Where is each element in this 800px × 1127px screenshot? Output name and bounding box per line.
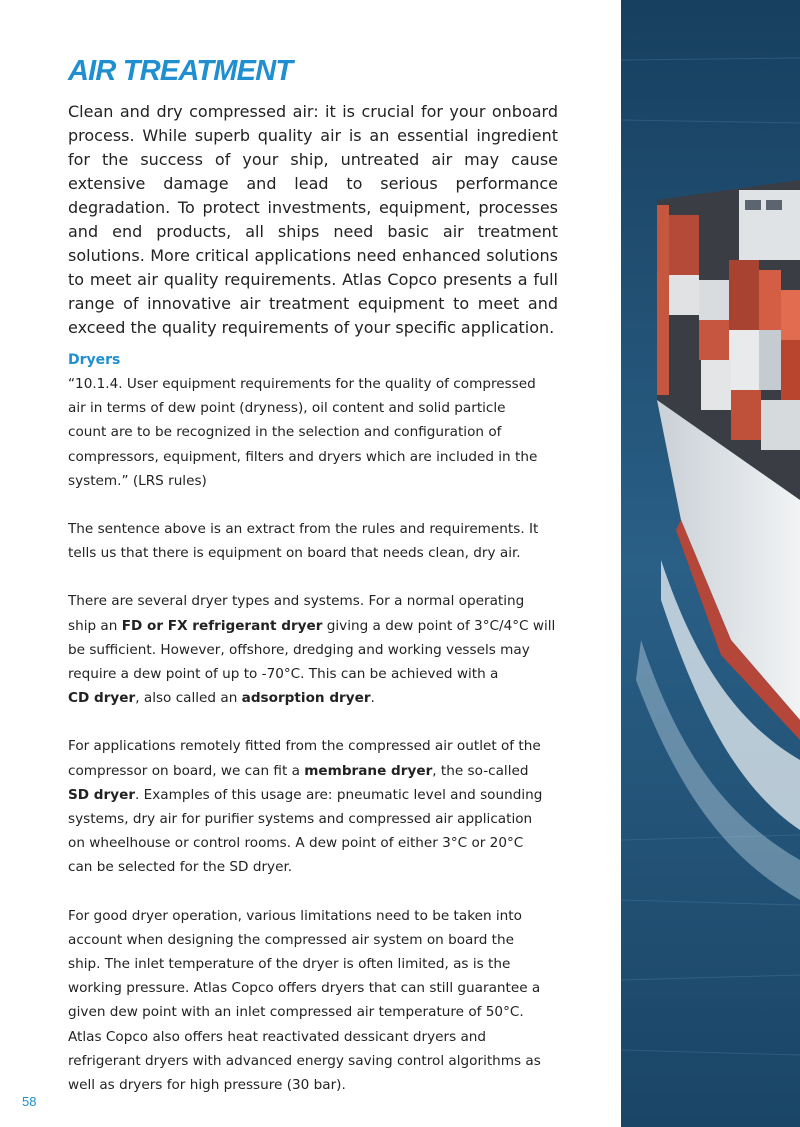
cd-dryer-term: CD dryer	[68, 690, 136, 707]
container-ship-photo	[621, 0, 800, 1127]
types-line: be sufficient. However, offshore, dredging and working vessels may	[68, 641, 530, 658]
types-line: ship an	[68, 617, 122, 634]
types-line: .	[370, 690, 375, 707]
extract-line: The sentence above is an extract from the rules and requirements. It	[68, 521, 539, 538]
operation-line: Atlas Copco also offers heat reactivated dessicant dryers and	[68, 1028, 487, 1045]
page-content	[68, 52, 558, 1121]
operation-line: ship. The inlet temperature of the dryer is often limited, as is the	[68, 956, 511, 973]
types-line: There are several dryer types and systems. For a normal operating	[68, 593, 525, 610]
membrane-line: , the so-called	[432, 762, 529, 779]
membrane-line: can be selected for the SD dryer.	[68, 859, 293, 876]
dryer-types-paragraph	[68, 589, 558, 710]
fd-fx-dryer-term: FD or FX refrigerant dryer	[121, 617, 323, 634]
operation-line: refrigerant dryers with advanced energy saving control algorithms as	[68, 1052, 541, 1069]
membrane-line: systems, dry air for purifier systems and compressed air application	[68, 811, 533, 828]
operation-line: well as dryers for high pressure (30 bar).	[68, 1077, 346, 1094]
operation-line: For good dryer operation, various limitations need to be taken into	[68, 907, 522, 924]
membrane-line: For applications remotely fitted from the compressed air outlet of the	[68, 738, 541, 755]
lrs-quote-paragraph	[68, 372, 558, 493]
types-line: giving a dew point of 3°C/4°C will	[322, 617, 556, 634]
extract-paragraph	[68, 517, 558, 565]
membrane-line: on wheelhouse or control rooms. A dew point of either 3°C or 20°C	[68, 835, 524, 852]
page-number: 58	[22, 1094, 37, 1109]
dryer-operation-paragraph	[68, 904, 558, 1098]
page-title: AIR TREATMENT	[68, 55, 293, 87]
membrane-line: compressor on board, we can fit a	[68, 762, 305, 779]
quote-line: air in terms of dew point (dryness), oil content and solid particle	[68, 400, 506, 417]
dryers-heading: Dryers	[68, 352, 121, 368]
intro-paragraph: Clean and dry compressed air: it is crucial for your onboard process. While superb quality air is an essential ingredient for the success of your ship, untreated air may cause extensive damage and lead to serious performance degradation. To protect investments, equipment, processes and end products, all ships need basic air treatment solutions. More critical applications need enhanced solutions to meet air quality requirements. Atlas Copco presents a full range of innovative air treatment equipment to meet and exceed the quality requirements of your specific application.	[68, 102, 558, 337]
operation-line: account when designing the compressed air system on board the	[68, 931, 514, 948]
operation-line: given dew point with an inlet compressed air temperature of 50°C.	[68, 1004, 524, 1021]
membrane-dryer-term: membrane dryer	[304, 762, 433, 779]
quote-line: “10.1.4. User equipment requirements for the quality of compressed	[68, 376, 536, 392]
membrane-dryer-paragraph	[68, 734, 558, 879]
quote-line: count are to be recognized in the selection and configuration of	[68, 424, 502, 441]
extract-line: tells us that there is equipment on board that needs clean, dry air.	[68, 545, 521, 562]
quote-line: compressors, equipment, filters and dryers which are included in the	[68, 448, 538, 465]
adsorption-dryer-term: adsorption dryer	[241, 690, 371, 707]
operation-line: working pressure. Atlas Copco offers dryers that can still guarantee a	[68, 980, 541, 997]
membrane-line: . Examples of this usage are: pneumatic level and sounding	[135, 786, 543, 803]
types-line: , also called an	[135, 690, 242, 707]
types-line: require a dew point of up to -70°C. This can be achieved with a	[68, 666, 499, 683]
quote-line: system.” (LRS rules)	[68, 472, 207, 489]
sd-dryer-term: SD dryer	[68, 786, 136, 803]
